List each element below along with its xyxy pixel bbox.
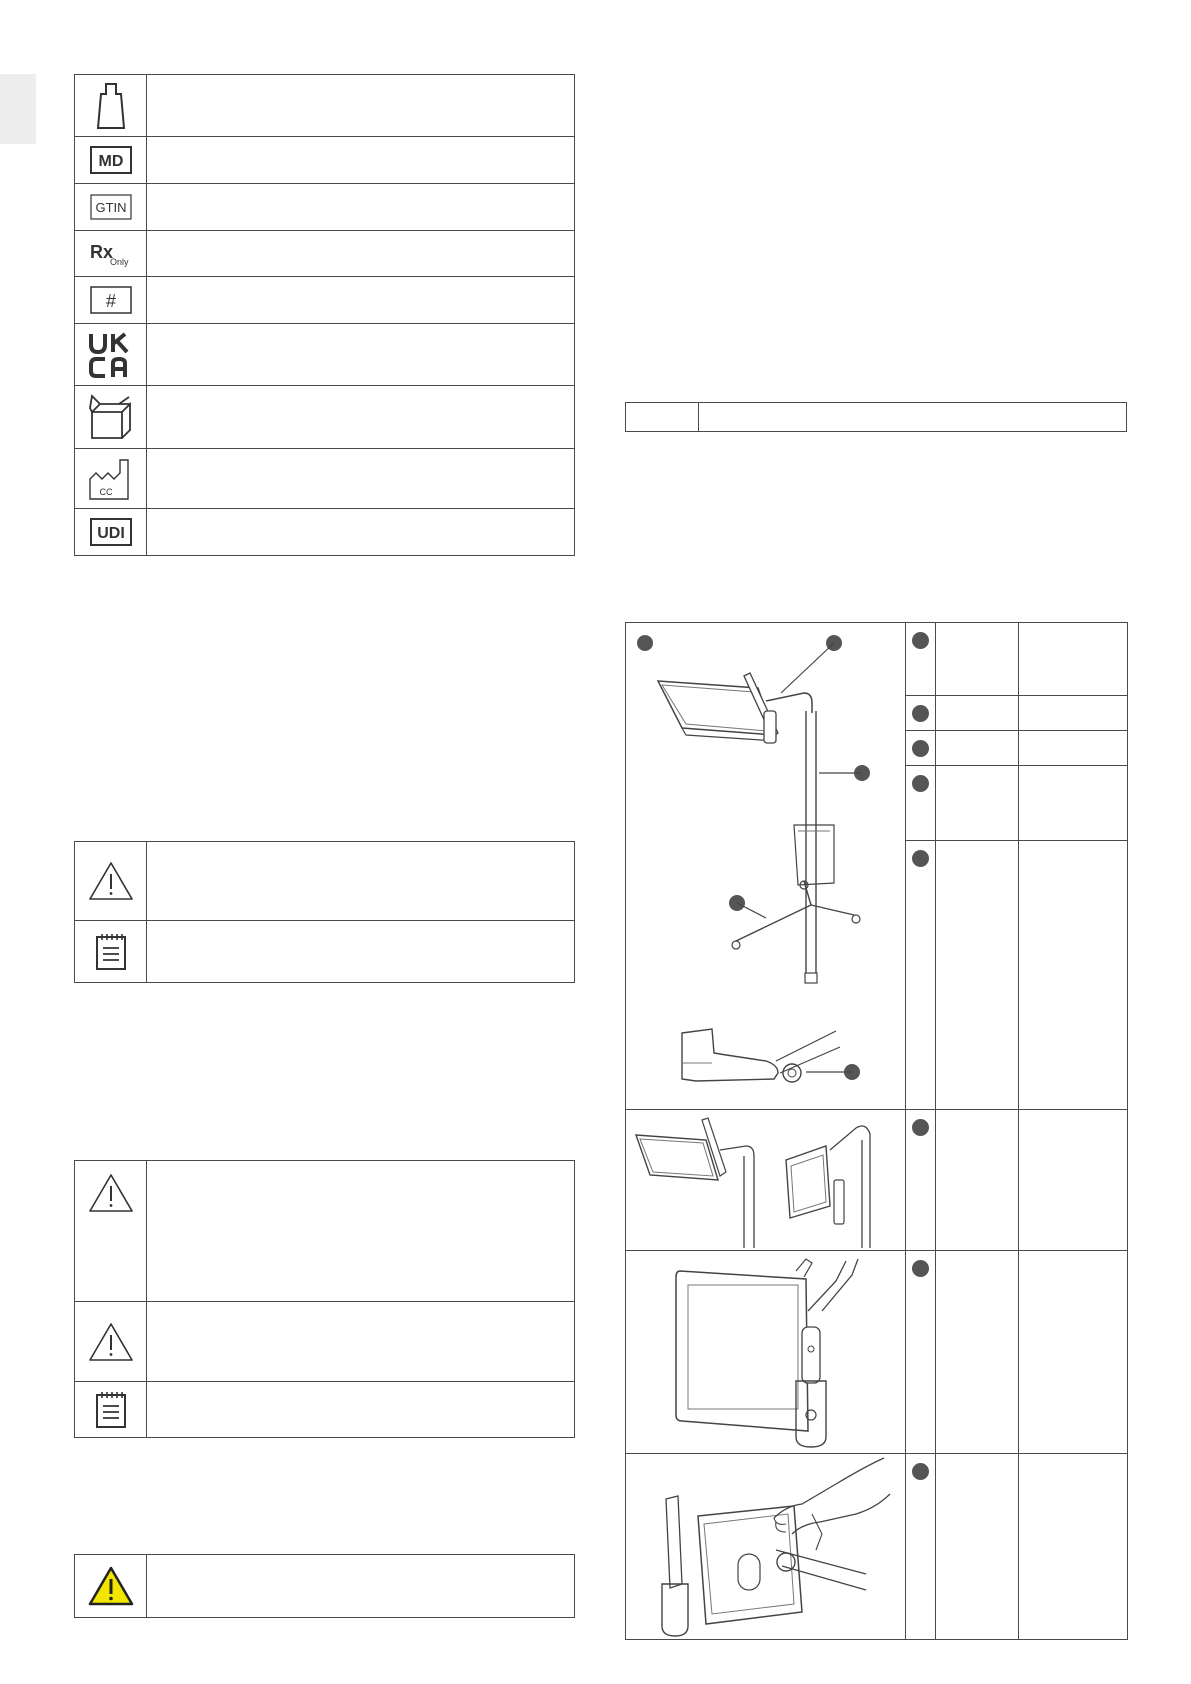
factory-cc-icon xyxy=(88,457,134,501)
component-name xyxy=(936,840,1019,1109)
item-number-marker xyxy=(912,740,929,757)
symbol-description xyxy=(147,386,575,449)
svg-text:GTIN: GTIN xyxy=(94,200,127,215)
monitor-rotation-illustration-cell xyxy=(626,1110,906,1251)
item-number-marker xyxy=(912,705,929,722)
components-table xyxy=(625,622,1128,1640)
component-name xyxy=(936,1110,1019,1251)
symbol-row xyxy=(75,386,575,449)
item-number-marker xyxy=(912,1119,929,1136)
md-icon xyxy=(90,146,132,174)
symbol-row xyxy=(75,184,575,231)
ukca-icon xyxy=(88,331,134,379)
scanner-holder-illustration-cell xyxy=(626,1251,906,1454)
monitor-rotation-illustration xyxy=(626,1110,905,1250)
component-description xyxy=(1019,765,1128,840)
mobile-cart-illustration xyxy=(626,623,905,1109)
svg-text:UDI: UDI xyxy=(96,525,125,542)
item-number-marker xyxy=(912,775,929,792)
symbol-description xyxy=(147,231,575,277)
svg-text:CC: CC xyxy=(99,486,112,497)
legend-table xyxy=(625,402,1127,432)
item-number-marker xyxy=(912,1260,929,1277)
warning-table-1 xyxy=(74,841,575,983)
symbol-description xyxy=(147,324,575,386)
scanner-holder-illustration xyxy=(626,1251,905,1453)
svg-text:MD: MD xyxy=(98,153,123,170)
gtin-icon xyxy=(90,194,132,220)
note-icon xyxy=(95,933,127,971)
warning-text xyxy=(147,842,575,921)
warning-icon xyxy=(88,1322,134,1362)
symbol-description xyxy=(147,75,575,137)
symbol-description xyxy=(147,277,575,324)
component-description xyxy=(1019,623,1128,696)
warning-table-2 xyxy=(74,1160,575,1438)
note-icon xyxy=(95,1391,127,1429)
legend-key xyxy=(626,403,699,432)
symbol-description xyxy=(147,137,575,184)
symbol-row xyxy=(75,324,575,386)
component-name xyxy=(936,1454,1019,1640)
svg-text:Only: Only xyxy=(109,256,129,267)
section-side-tab xyxy=(0,74,36,144)
warning-icon xyxy=(88,861,134,901)
item-number-marker xyxy=(912,1463,929,1480)
symbol-row xyxy=(75,509,575,556)
monitor-release-illustration xyxy=(626,1454,905,1639)
hash-icon xyxy=(90,286,132,314)
warning-text xyxy=(147,1161,575,1302)
component-description xyxy=(1019,1110,1128,1251)
symbol-row xyxy=(75,231,575,277)
component-description xyxy=(1019,731,1128,765)
component-name xyxy=(936,623,1019,696)
svg-text:#: # xyxy=(105,291,116,311)
component-description xyxy=(1019,840,1128,1109)
warning-text xyxy=(147,1302,575,1382)
warning-row xyxy=(75,1161,575,1302)
svg-text:Rx: Rx xyxy=(89,241,113,262)
monitor-release-illustration-cell xyxy=(626,1454,906,1640)
warning-text xyxy=(147,1555,575,1618)
note-row xyxy=(75,1382,575,1438)
item-number-marker xyxy=(912,850,929,867)
component-description xyxy=(1019,1454,1128,1640)
component-name xyxy=(936,731,1019,765)
yellow-warning-icon xyxy=(88,1566,134,1606)
udi-icon xyxy=(90,518,132,546)
symbol-row xyxy=(75,277,575,324)
package-icon xyxy=(89,394,133,440)
component-row xyxy=(626,1454,1128,1640)
warning-row xyxy=(75,1302,575,1382)
component-description xyxy=(1019,696,1128,731)
symbol-row xyxy=(75,75,575,137)
warning-row xyxy=(75,842,575,921)
note-text xyxy=(147,921,575,983)
component-name xyxy=(936,696,1019,731)
symbol-description xyxy=(147,509,575,556)
weight-icon xyxy=(96,82,126,130)
cart-illustration-cell xyxy=(626,623,906,1110)
symbol-row xyxy=(75,449,575,509)
symbol-description xyxy=(147,449,575,509)
component-name xyxy=(936,765,1019,840)
component-description xyxy=(1019,1251,1128,1454)
component-row xyxy=(626,1110,1128,1251)
component-row xyxy=(626,1251,1128,1454)
note-row xyxy=(75,921,575,983)
symbol-row xyxy=(75,137,575,184)
symbols-table xyxy=(74,74,575,556)
item-number-marker xyxy=(912,632,929,649)
component-name xyxy=(936,1251,1019,1454)
warning-table-3 xyxy=(74,1554,575,1618)
warning-row xyxy=(75,1555,575,1618)
warning-icon xyxy=(88,1173,134,1213)
component-row xyxy=(626,623,1128,696)
rx-only-icon xyxy=(88,240,134,268)
symbol-description xyxy=(147,184,575,231)
note-text xyxy=(147,1382,575,1438)
legend-value xyxy=(699,403,1127,432)
